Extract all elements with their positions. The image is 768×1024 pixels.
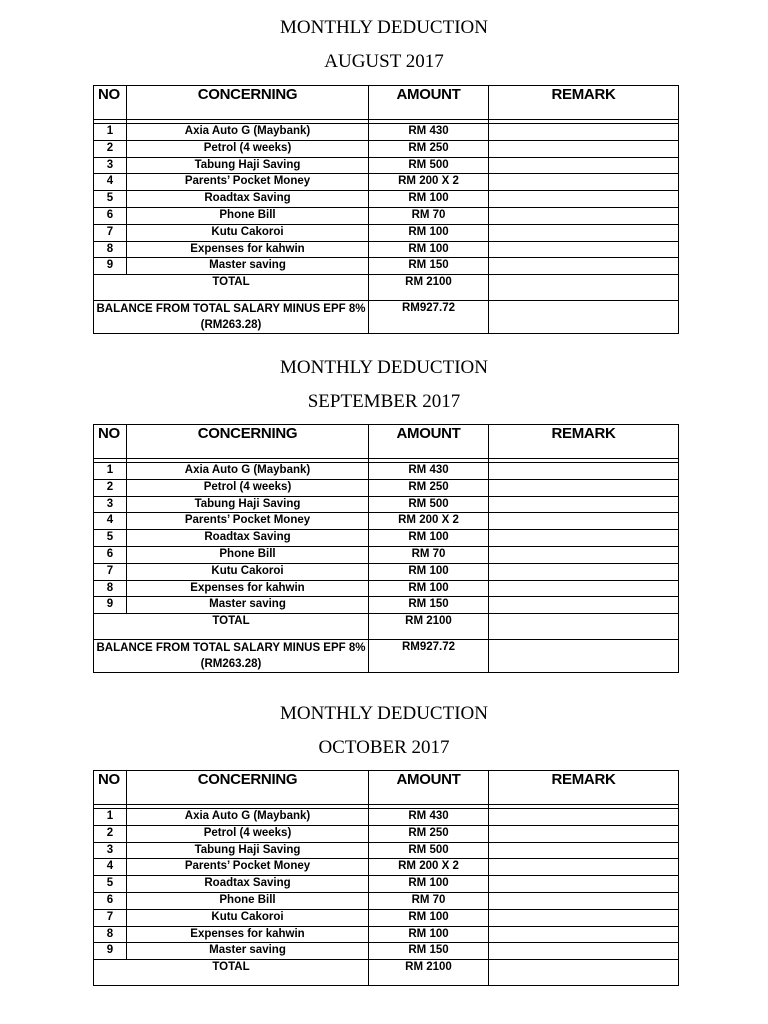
table-row	[94, 563, 679, 580]
balance-amount: RM927.72	[369, 640, 489, 673]
row-amount: RM 250	[369, 825, 489, 842]
row-remark	[489, 943, 679, 960]
row-concerning: Phone Bill	[127, 207, 369, 224]
table-row	[94, 580, 679, 597]
header-remark: REMARK	[489, 425, 679, 459]
row-amount: RM 430	[369, 463, 489, 480]
row-no: 9	[94, 943, 127, 960]
row-remark	[489, 563, 679, 580]
total-amount: RM 2100	[369, 614, 489, 640]
row-remark	[489, 124, 679, 141]
balance-row	[94, 301, 679, 334]
deduction-table	[93, 424, 679, 673]
row-remark	[489, 496, 679, 513]
table-row	[94, 207, 679, 224]
row-amount: RM 430	[369, 809, 489, 826]
table-header-row	[94, 771, 679, 805]
table-row	[94, 241, 679, 258]
row-no: 3	[94, 157, 127, 174]
table-row	[94, 174, 679, 191]
table-row	[94, 825, 679, 842]
row-remark	[489, 241, 679, 258]
row-no: 8	[94, 926, 127, 943]
total-label: TOTAL	[94, 960, 369, 986]
header-remark: REMARK	[489, 86, 679, 120]
row-no: 4	[94, 513, 127, 530]
row-no: 1	[94, 463, 127, 480]
row-remark	[489, 530, 679, 547]
row-no: 5	[94, 876, 127, 893]
row-amount: RM 100	[369, 224, 489, 241]
total-label: TOTAL	[94, 275, 369, 301]
row-no: 2	[94, 479, 127, 496]
header-no: NO	[94, 425, 127, 459]
table-row	[94, 909, 679, 926]
row-amount: RM 100	[369, 191, 489, 208]
header-no: NO	[94, 771, 127, 805]
row-concerning: Phone Bill	[127, 892, 369, 909]
table-row	[94, 892, 679, 909]
row-concerning: Master saving	[127, 943, 369, 960]
row-concerning: Petrol (4 weeks)	[127, 825, 369, 842]
row-concerning: Master saving	[127, 258, 369, 275]
row-remark	[489, 258, 679, 275]
row-no: 4	[94, 174, 127, 191]
row-no: 5	[94, 530, 127, 547]
row-remark	[489, 859, 679, 876]
row-no: 6	[94, 207, 127, 224]
row-amount: RM 70	[369, 207, 489, 224]
row-concerning: Kutu Cakoroi	[127, 224, 369, 241]
row-remark	[489, 140, 679, 157]
total-row	[94, 275, 679, 301]
total-remark	[489, 960, 679, 986]
row-amount: RM 430	[369, 124, 489, 141]
table-row	[94, 124, 679, 141]
row-amount: RM 150	[369, 597, 489, 614]
row-no: 7	[94, 224, 127, 241]
header-amount: AMOUNT	[369, 771, 489, 805]
table-row	[94, 546, 679, 563]
table-row	[94, 943, 679, 960]
table-row	[94, 926, 679, 943]
table-row	[94, 876, 679, 893]
row-concerning: Petrol (4 weeks)	[127, 479, 369, 496]
table-row	[94, 842, 679, 859]
row-amount: RM 100	[369, 909, 489, 926]
row-amount: RM 100	[369, 530, 489, 547]
total-label: TOTAL	[94, 614, 369, 640]
row-amount: RM 500	[369, 496, 489, 513]
row-amount: RM 70	[369, 892, 489, 909]
row-amount: RM 100	[369, 241, 489, 258]
row-concerning: Parents’ Pocket Money	[127, 513, 369, 530]
row-no: 8	[94, 580, 127, 597]
total-row	[94, 614, 679, 640]
row-no: 6	[94, 892, 127, 909]
row-amount: RM 200 X 2	[369, 513, 489, 530]
row-amount: RM 150	[369, 943, 489, 960]
table-header-row	[94, 86, 679, 120]
row-remark	[489, 892, 679, 909]
row-concerning: Axia Auto G (Maybank)	[127, 124, 369, 141]
row-remark	[489, 926, 679, 943]
row-remark	[489, 513, 679, 530]
row-concerning: Parents’ Pocket Money	[127, 859, 369, 876]
row-no: 9	[94, 258, 127, 275]
row-amount: RM 100	[369, 926, 489, 943]
row-concerning: Expenses for kahwin	[127, 580, 369, 597]
row-no: 1	[94, 809, 127, 826]
row-concerning: Roadtax Saving	[127, 530, 369, 547]
table-row	[94, 463, 679, 480]
row-no: 3	[94, 842, 127, 859]
row-amount: RM 250	[369, 479, 489, 496]
row-remark	[489, 479, 679, 496]
row-no: 2	[94, 140, 127, 157]
table-row	[94, 258, 679, 275]
row-remark	[489, 174, 679, 191]
header-amount: AMOUNT	[369, 86, 489, 120]
row-no: 1	[94, 124, 127, 141]
section-month: OCTOBER 2017	[318, 737, 450, 758]
row-remark	[489, 876, 679, 893]
total-remark	[489, 275, 679, 301]
row-concerning: Phone Bill	[127, 546, 369, 563]
total-row	[94, 960, 679, 986]
table-row	[94, 859, 679, 876]
row-no: 2	[94, 825, 127, 842]
row-remark	[489, 597, 679, 614]
table-row	[94, 191, 679, 208]
table-row	[94, 496, 679, 513]
row-amount: RM 500	[369, 157, 489, 174]
row-amount: RM 150	[369, 258, 489, 275]
row-concerning: Tabung Haji Saving	[127, 157, 369, 174]
section-title: MONTHLY DEDUCTION	[280, 17, 488, 38]
row-concerning: Kutu Cakoroi	[127, 563, 369, 580]
total-amount: RM 2100	[369, 275, 489, 301]
section-title: MONTHLY DEDUCTION	[280, 357, 488, 378]
row-amount: RM 100	[369, 876, 489, 893]
row-remark	[489, 580, 679, 597]
table-row	[94, 597, 679, 614]
table-row	[94, 224, 679, 241]
row-amount: RM 250	[369, 140, 489, 157]
row-no: 5	[94, 191, 127, 208]
balance-label: BALANCE FROM TOTAL SALARY MINUS EPF 8% (RM263.28)	[94, 640, 369, 673]
row-remark	[489, 842, 679, 859]
row-no: 7	[94, 909, 127, 926]
row-amount: RM 200 X 2	[369, 174, 489, 191]
header-remark: REMARK	[489, 771, 679, 805]
row-amount: RM 70	[369, 546, 489, 563]
row-no: 6	[94, 546, 127, 563]
row-concerning: Axia Auto G (Maybank)	[127, 463, 369, 480]
row-no: 8	[94, 241, 127, 258]
row-amount: RM 100	[369, 580, 489, 597]
row-no: 7	[94, 563, 127, 580]
section-title: MONTHLY DEDUCTION	[280, 703, 488, 724]
header-amount: AMOUNT	[369, 425, 489, 459]
header-concerning: CONCERNING	[127, 771, 369, 805]
table-row	[94, 157, 679, 174]
row-concerning: Expenses for kahwin	[127, 241, 369, 258]
row-concerning: Roadtax Saving	[127, 876, 369, 893]
row-concerning: Expenses for kahwin	[127, 926, 369, 943]
row-concerning: Tabung Haji Saving	[127, 842, 369, 859]
header-concerning: CONCERNING	[127, 425, 369, 459]
row-amount: RM 500	[369, 842, 489, 859]
row-concerning: Axia Auto G (Maybank)	[127, 809, 369, 826]
header-no: NO	[94, 86, 127, 120]
row-concerning: Petrol (4 weeks)	[127, 140, 369, 157]
row-remark	[489, 157, 679, 174]
row-remark	[489, 809, 679, 826]
row-remark	[489, 224, 679, 241]
table-header-row	[94, 425, 679, 459]
row-remark	[489, 191, 679, 208]
deduction-table	[93, 85, 679, 334]
balance-row	[94, 640, 679, 673]
row-remark	[489, 825, 679, 842]
row-concerning: Parents’ Pocket Money	[127, 174, 369, 191]
balance-remark	[489, 640, 679, 673]
header-concerning: CONCERNING	[127, 86, 369, 120]
balance-remark	[489, 301, 679, 334]
row-concerning: Kutu Cakoroi	[127, 909, 369, 926]
row-remark	[489, 909, 679, 926]
row-concerning: Roadtax Saving	[127, 191, 369, 208]
row-amount: RM 200 X 2	[369, 859, 489, 876]
row-no: 4	[94, 859, 127, 876]
row-remark	[489, 463, 679, 480]
table-row	[94, 479, 679, 496]
row-no: 9	[94, 597, 127, 614]
section-month: AUGUST 2017	[324, 51, 444, 72]
table-row	[94, 140, 679, 157]
table-row	[94, 530, 679, 547]
row-concerning: Master saving	[127, 597, 369, 614]
total-amount: RM 2100	[369, 960, 489, 986]
row-remark	[489, 546, 679, 563]
balance-label: BALANCE FROM TOTAL SALARY MINUS EPF 8% (RM263.28)	[94, 301, 369, 334]
row-concerning: Tabung Haji Saving	[127, 496, 369, 513]
row-no: 3	[94, 496, 127, 513]
row-amount: RM 100	[369, 563, 489, 580]
total-remark	[489, 614, 679, 640]
deduction-table	[93, 770, 679, 986]
table-row	[94, 513, 679, 530]
table-row	[94, 809, 679, 826]
row-remark	[489, 207, 679, 224]
balance-amount: RM927.72	[369, 301, 489, 334]
section-month: SEPTEMBER 2017	[307, 391, 461, 412]
